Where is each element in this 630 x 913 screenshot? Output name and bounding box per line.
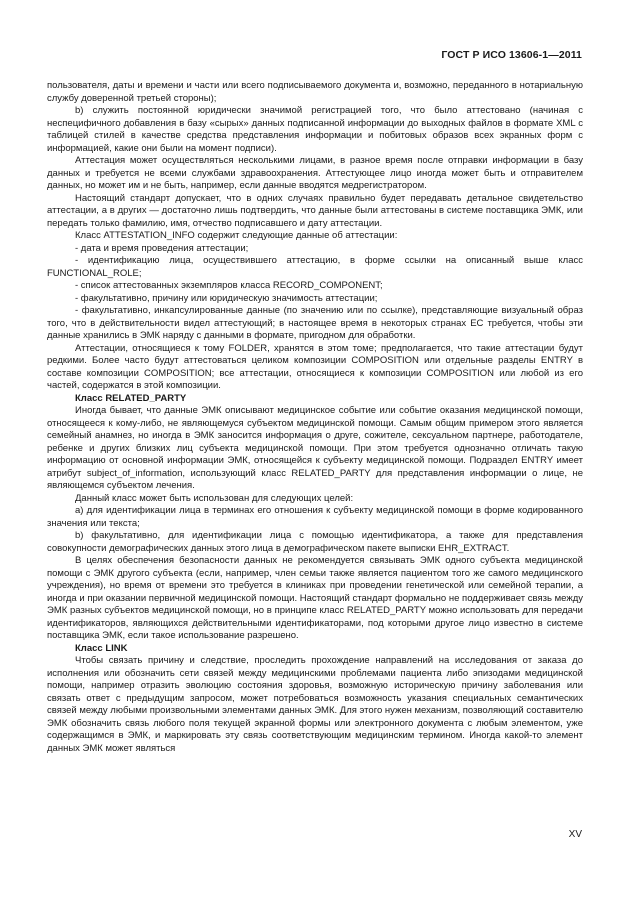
paragraph: Аттестации, относящиеся к тому FOLDER, хранятся в этом томе; предполагается, что такие аттестации будут редкими. Более часто будут аттестоваться целиком композиции COMPOSITION или отдельные разделы ENTRY в составе композиции COMPOSITION; все аттестации, относящиеся к композиции COMPOSITION или любой из его частей, содержатся в этой композиции. [47, 342, 583, 391]
paragraph: пользователя, даты и времени и части или всего подписываемого документа и, возможно, переданного в нотариальную службу доверенной третьей стороны); [47, 80, 583, 104]
paragraph: - факультативно, инкапсулированные данные (по значению или по ссылке), представляющие визуальный образ того, что в действительности видел аттестующий; в настоящее время в некоторых странах ЕС требуется, чтобы эти данные хранились в ЭМК наряду с данными в формате, пригодном для обработки. [47, 305, 583, 341]
paragraph: a) для идентификации лица в терминах его отношения к субъекту медицинской помощи в форме кодированного значения или текста; [47, 505, 583, 529]
section-heading: Класс LINK [75, 642, 128, 654]
page-header-standard-id: ГОСТ Р ИСО 13606-1—2011 [441, 49, 582, 61]
paragraph: - список аттестованных экземпляров класса RECORD_COMPONENT; [75, 280, 383, 291]
paragraph: Настоящий стандарт допускает, что в одних случаях правильно будет передавать детальное свидетельство аттестации, а в других — достаточно лишь подтвердить, что данные были аттестованы в системе поставщика ЭМК, или передать только фамилию, имя, отчество подписавшего и дату аттестации. [47, 192, 583, 229]
paragraph: - факультативно, причину или юридическую значимость аттестации; [75, 292, 378, 304]
body-text [47, 80, 583, 755]
paragraph: Класс ATTESTATION_INFO содержит следующие данные об аттестации: [75, 230, 398, 241]
paragraph: - дата и время проведения аттестации; [75, 242, 249, 254]
paragraph: b) факультативно, для идентификации лица с помощью идентификатора, а также для представления совокупности демографических данных этого лица в демографическом пакете выписки EHR_EXTRACT. [47, 530, 583, 554]
paragraph: Аттестация может осуществляться несколькими лицами, в разное время после отправки информации в базу данных и требуется не всеми службами здравоохранения. Аттестующее лицо иногда может быть и отправителем данных, но может им и не быть, например, если данные вводятся медрегистратором. [47, 155, 583, 191]
paragraph: Чтобы связать причину и следствие, проследить прохождение направлений на исследования от заказа до исполнения или обозначить сети связей между медицинскими проблемами пациента либо эпизодами медицинской помощи, например отразить эволюцию состояния здоровья, возможную историческую причину заболевания или связать ответ с предыдущим запросом, может потребоваться возможность указания специальных семантических связей между любыми произвольными элементами данных ЭМК. Для этого нужен механизм, позволяющий составителю ЭМК обозначить связь любого поля текущей экранной формы или электронного документа с любым элементом, уже содержащимся в ЭМК, и маркировать эту связь соответствующим медицинским термином. Иногда какой-то элемент данных ЭМК может являться [47, 655, 583, 754]
paragraph: Данный класс может быть использован для следующих целей: [75, 492, 354, 504]
paragraph: b) служить постоянной юридически значимой регистрацией того, что было аттестовано (начиная с неспецифичного добавления в базу «сырых» данных подписанной информации до выходных файлов в формате XML с таблицей стилей в качестве средства представления информации и побитовых образов всех экранных форм с информацией, какие они были на момент подписи). [47, 105, 583, 154]
paragraph: - идентификацию лица, осуществившего аттестацию, в форме ссылки на описанный выше класс FUNCTIONAL_ROLE; [47, 255, 583, 279]
paragraph: В целях обеспечения безопасности данных не рекомендуется связывать ЭМК одного субъекта медицинской помощи с ЭМК другого субъекта (если, например, член семьи также является пациентом того же самого медицинского учреждения), но время от времени это требуется в клиниках при проведении генетической или семейной терапии, а иногда и при оказании первичной медицинской помощи. Настоящий стандарт формально не поддерживает связь между ЭМК разных субъектов медицинской помощи, но в принципе класс RELATED_PARTY можно использовать для передачи идентификаторов, являющихся действительными идентификаторами, под которыми другое лицо известно в системе поставщика ЭМК, если такое использование разрешено. [47, 555, 583, 641]
paragraph: Иногда бывает, что данные ЭМК описывают медицинское событие или событие оказания медицинской помощи, относящееся к кому-либо, не являющемуся субъектом медицинской помощи. Самым общим примером этого является семейный анамнез, но иногда в ЭМК заносится информация о друге, сожителе, сексуальном партнере, работодателе, ребенке и других близких лиц субъекта медицинской помощи. При этом требуется однозначно отличать такую информацию от основной информации ЭМК, относящейся к субъекту медицинской помощи. Подраздел ENTRY имеет атрибут subject_of_information, использующий класс RELATED_PARTY для представления информации о лице, не являющемся субъектом лечения. [47, 405, 583, 491]
page-number: XV [568, 829, 582, 840]
section-heading: Класс RELATED_PARTY [75, 392, 187, 404]
